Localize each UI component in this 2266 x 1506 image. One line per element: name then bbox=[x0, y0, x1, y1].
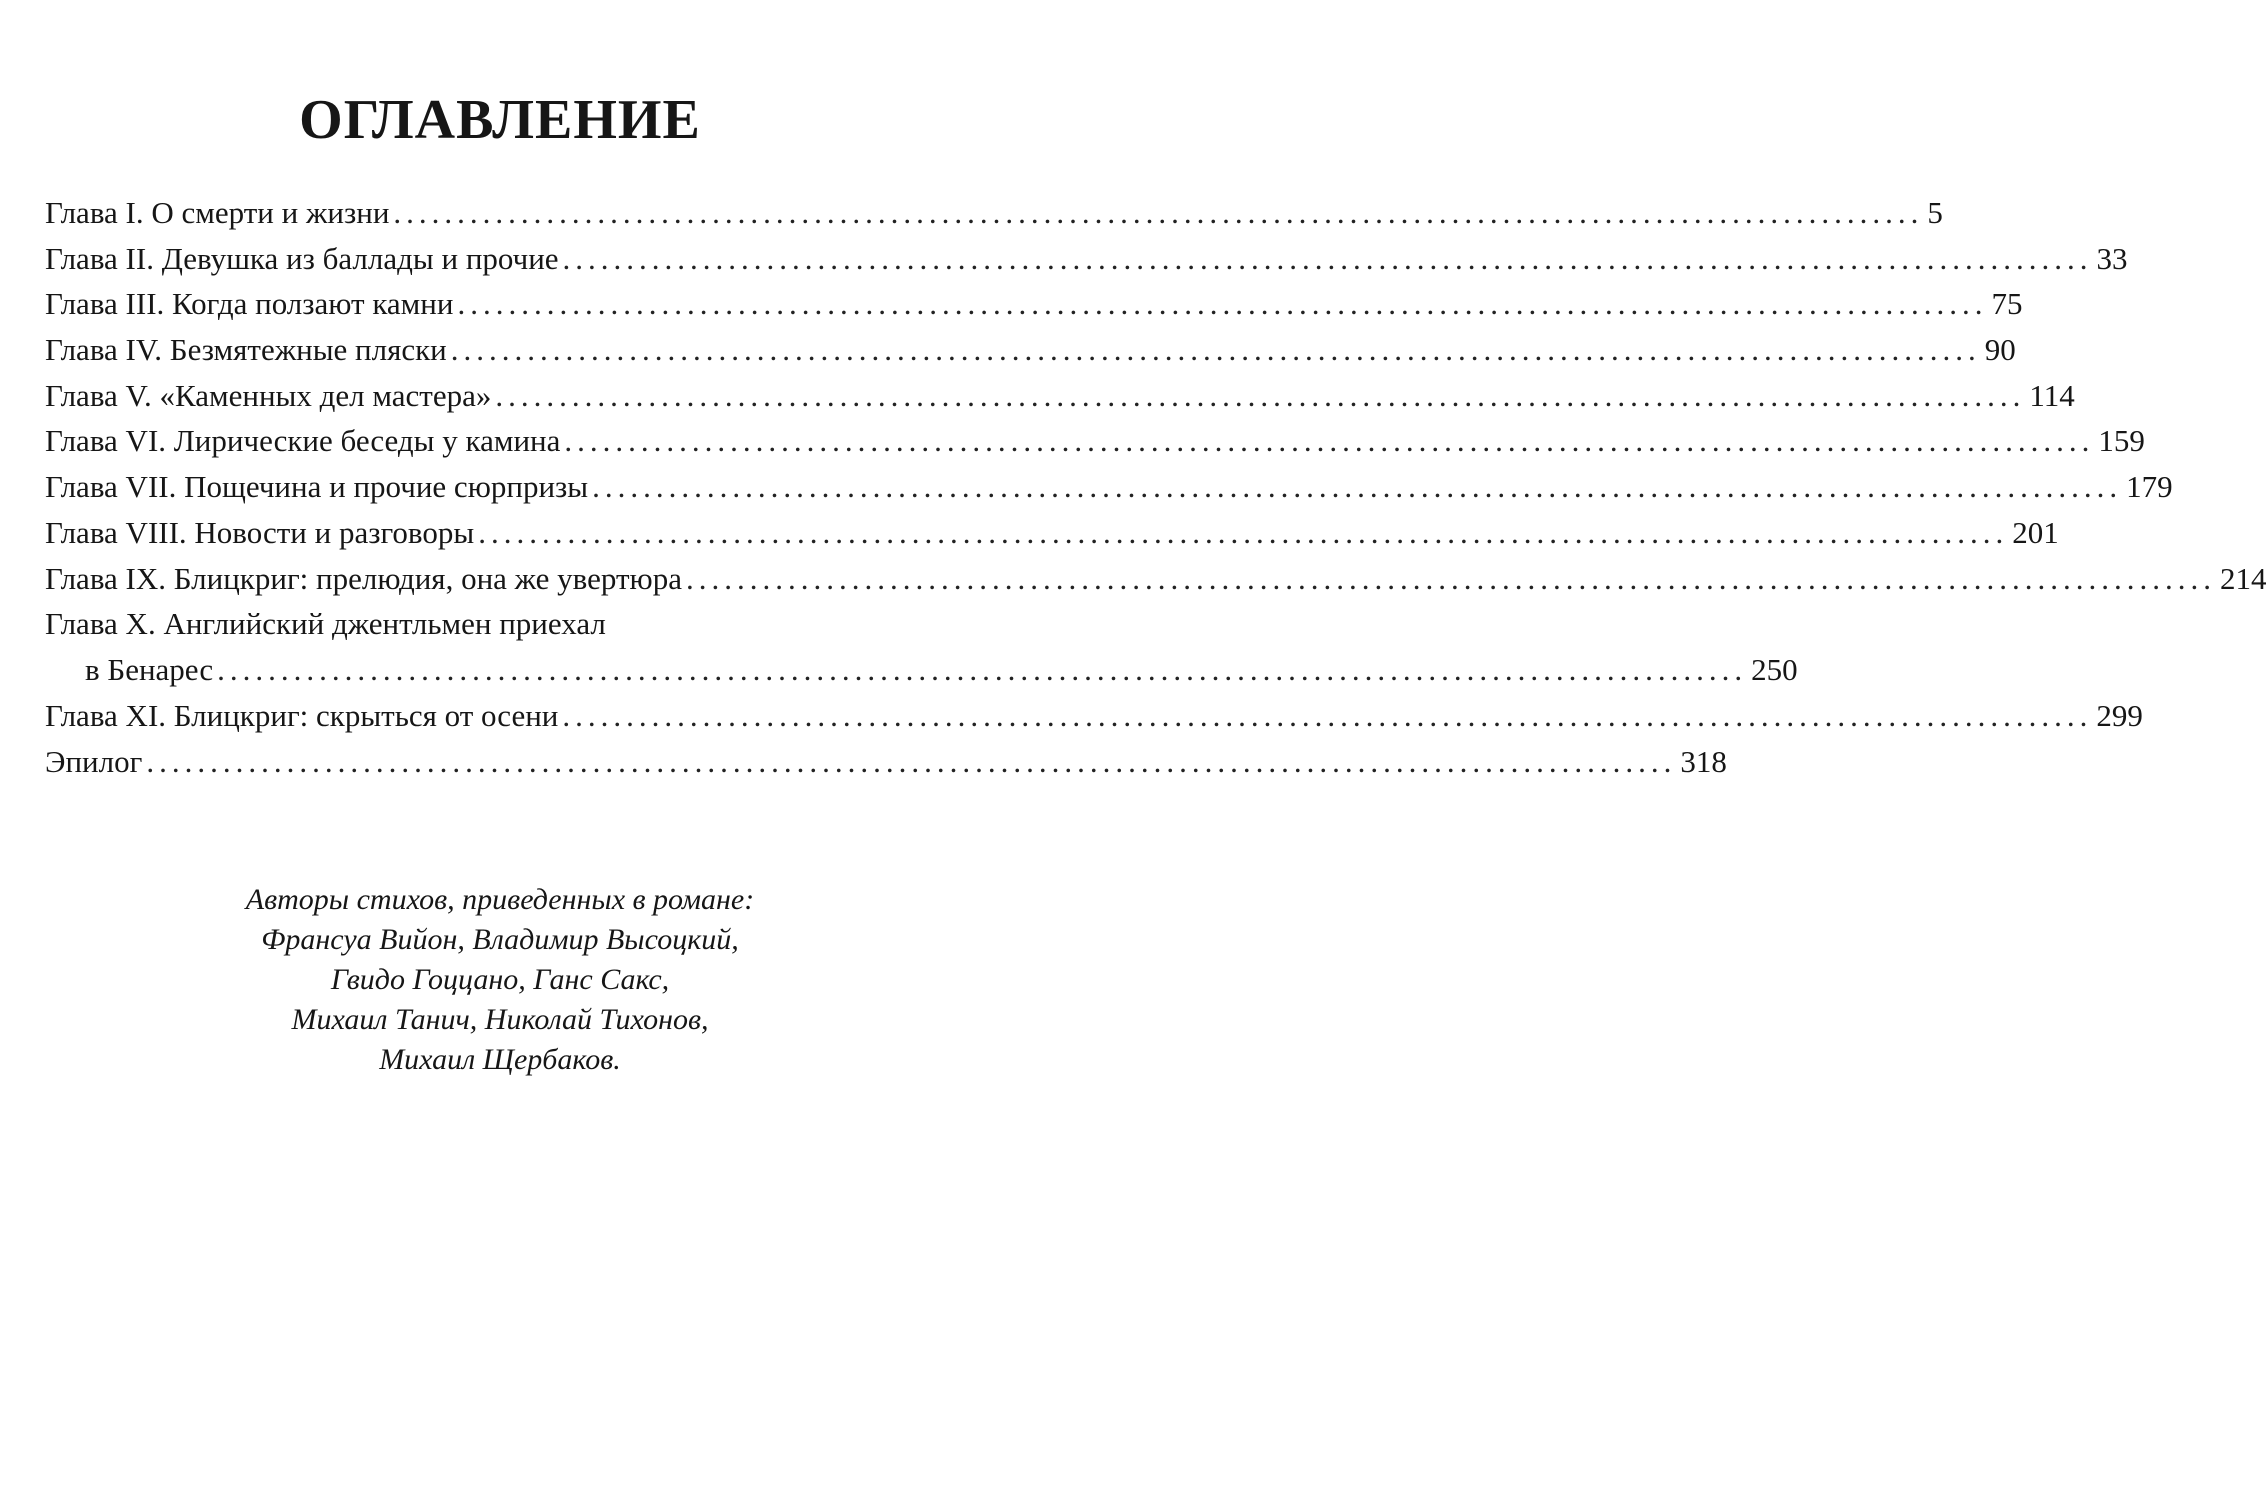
toc-entry-12 bbox=[45, 739, 1727, 785]
dot-leader: ........................................................................................................................ bbox=[562, 697, 2093, 733]
toc-entry-page: 5 bbox=[1927, 195, 1943, 230]
toc-entry-page: 179 bbox=[2126, 469, 2173, 505]
toc-entry-page: 114 bbox=[2029, 377, 2075, 413]
dot-leader: ........................................................................................................................ bbox=[393, 195, 1924, 230]
toc-entry-title: Глава I. О смерти и жизни bbox=[45, 195, 390, 230]
dot-leader: ........................................................................................................................ bbox=[457, 286, 1988, 322]
toc-entry-title: Глава VI. Лирические беседы у камина bbox=[45, 423, 561, 459]
authors-note bbox=[0, 880, 1000, 1080]
toc-entry-title: Глава IX. Блицкриг: прелюдия, она же увертюра bbox=[45, 560, 682, 596]
authors-note-line: Михаил Танич, Николай Тихонов, bbox=[291, 1003, 709, 1036]
toc-entry-title: Глава VIII. Новости и разговоры bbox=[45, 514, 475, 550]
toc-entry-title: Глава IV. Безмятежные пляски bbox=[45, 332, 447, 368]
dot-leader: ........................................................................................................................ bbox=[495, 377, 2026, 413]
authors-note-line: Гвидо Гоццано, Ганс Сакс, bbox=[330, 963, 670, 996]
toc-entry-6 bbox=[45, 418, 2145, 464]
toc-entry-10-line1: Глава X. Английский джентльмен приехал bbox=[45, 606, 606, 642]
toc-entry-title: Глава V. «Каменных дел мастера» bbox=[45, 377, 492, 413]
toc-entry-10 bbox=[45, 647, 1798, 693]
toc-entry-4 bbox=[45, 327, 2016, 373]
page-title: ОГЛАВЛЕНИЕ bbox=[299, 89, 701, 151]
toc-entry-page: 201 bbox=[2012, 514, 2059, 550]
toc-entry-title: Эпилог bbox=[45, 743, 143, 779]
dot-leader: ........................................................................................................................ bbox=[562, 240, 2093, 276]
toc-entry-page: 75 bbox=[1991, 286, 2023, 322]
dot-leader: ........................................................................................................................ bbox=[564, 423, 2095, 459]
toc-entry-page: 159 bbox=[2098, 423, 2145, 459]
toc-entry-title: Глава II. Девушка из баллады и прочие bbox=[45, 240, 559, 276]
toc-entry-page: 90 bbox=[1984, 332, 2016, 368]
toc-entry-11 bbox=[45, 693, 2143, 739]
authors-note-line: Михаил Щербаков. bbox=[379, 1043, 621, 1076]
toc-entry-page: 250 bbox=[1751, 652, 1798, 688]
dot-leader: ........................................................................................................................ bbox=[685, 560, 2216, 596]
toc-entry-title: Глава III. Когда ползают камни bbox=[45, 286, 454, 322]
toc-entry-page: 299 bbox=[2096, 697, 2143, 733]
toc-entry-page: 214 bbox=[2219, 560, 2266, 596]
toc-entry-1 bbox=[45, 190, 1943, 236]
toc-entry-2 bbox=[45, 236, 2128, 282]
toc-entry-title: в Бенарес bbox=[85, 652, 214, 688]
authors-note-line: Франсуа Вийон, Владимир Высоцкий, bbox=[261, 923, 739, 956]
toc-entry-3 bbox=[45, 281, 2023, 327]
toc-entry-7 bbox=[45, 464, 2173, 510]
dot-leader: ........................................................................................................................ bbox=[478, 514, 2009, 550]
toc-entry-9 bbox=[45, 556, 2266, 602]
toc-entry-page: 318 bbox=[1680, 743, 1727, 779]
dot-leader: ........................................................................................................................ bbox=[146, 743, 1677, 779]
authors-note-line: Авторы стихов, приведенных в романе: bbox=[245, 883, 755, 916]
toc-entry-8 bbox=[45, 510, 2059, 556]
dot-leader: ........................................................................................................................ bbox=[217, 652, 1748, 688]
dot-leader: ........................................................................................................................ bbox=[450, 332, 1981, 368]
toc-entry-5 bbox=[45, 373, 2075, 419]
toc-entry-title: Глава VII. Пощечина и прочие сюрпризы bbox=[45, 469, 589, 505]
dot-leader: ........................................................................................................................ bbox=[592, 469, 2123, 505]
table-of-contents bbox=[45, 190, 2266, 784]
toc-entry-title: Глава XI. Блицкриг: скрыться от осени bbox=[45, 697, 559, 733]
toc-entry-page: 33 bbox=[2096, 240, 2128, 276]
